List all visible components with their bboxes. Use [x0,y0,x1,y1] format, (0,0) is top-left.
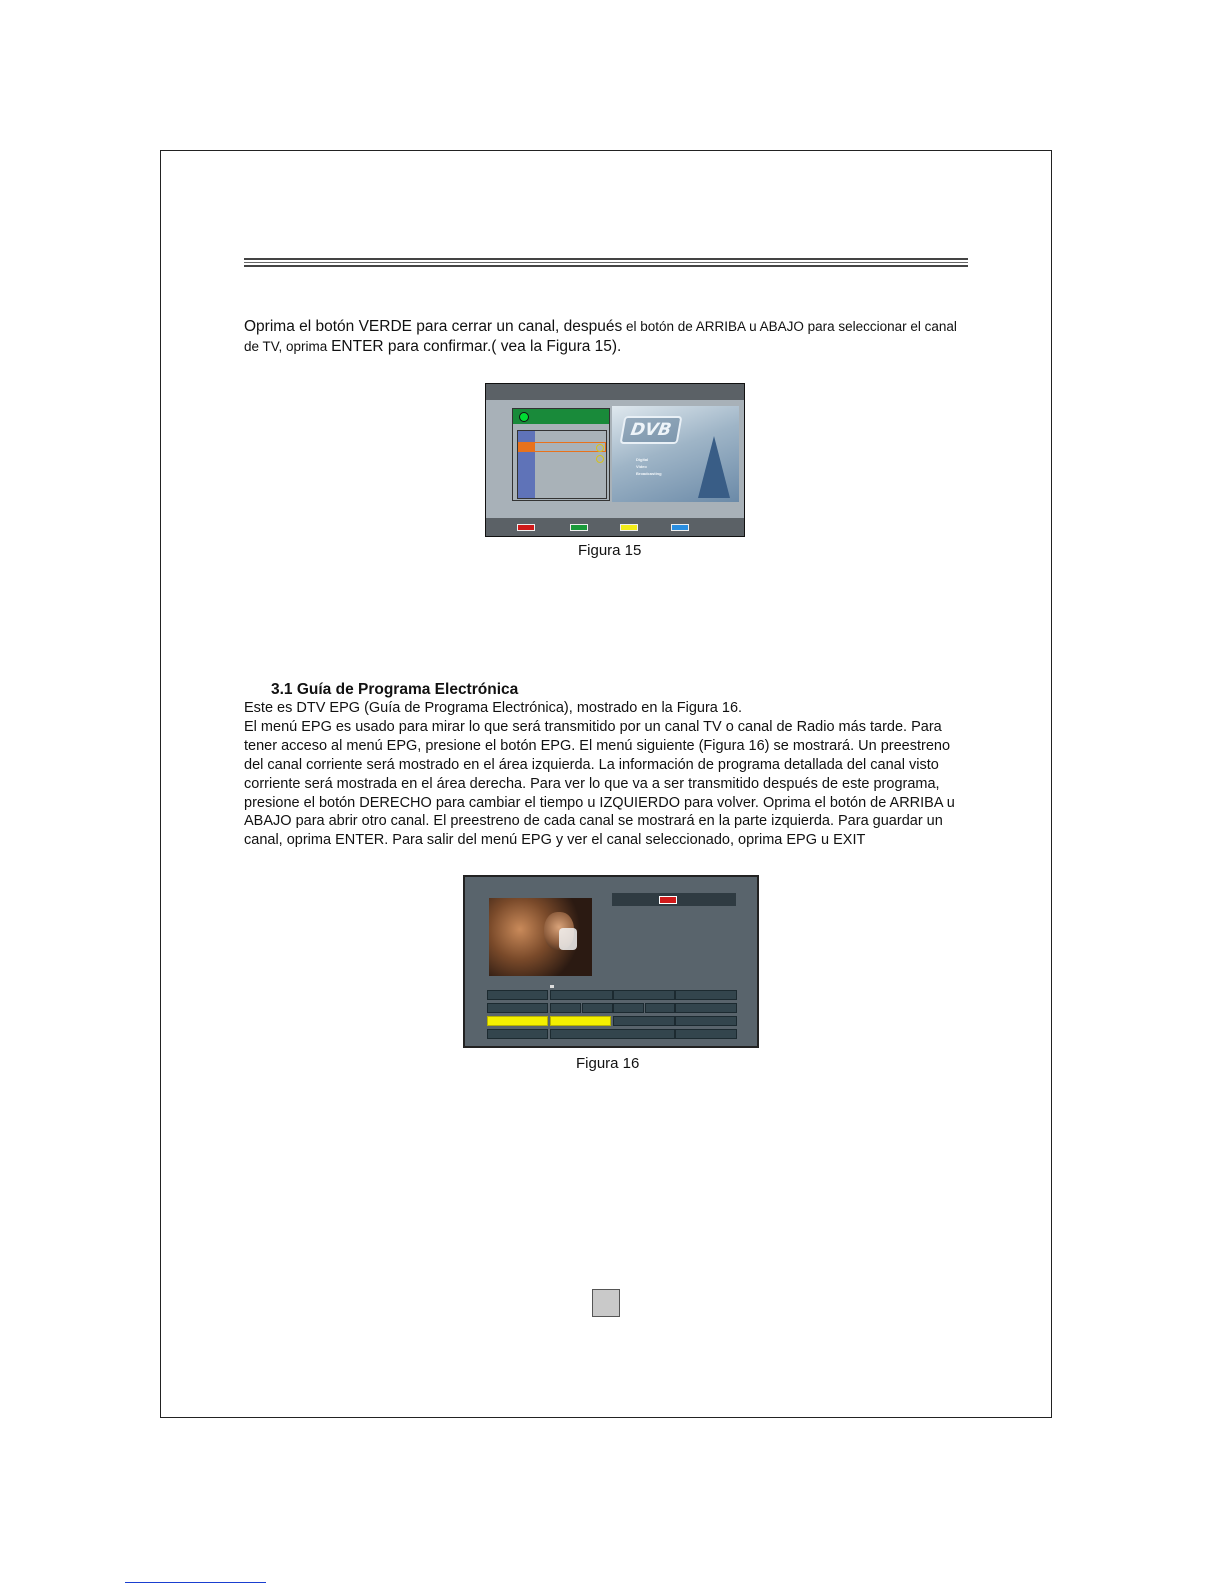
channel-preview-image [489,898,592,976]
epg-cell [487,1003,548,1013]
epg-cell [613,1003,644,1013]
time-marker-icon [550,985,554,988]
epg-cell-selected [550,1016,611,1026]
epg-cell-selected [487,1016,548,1026]
section-body [244,699,970,850]
selected-channel-row [518,442,606,452]
red-button-icon [517,524,535,531]
blue-button-icon [671,524,689,531]
epg-cell [645,1003,675,1013]
red-button-icon [659,896,677,904]
figure-15-screenshot [485,383,745,537]
section-line: El menú EPG es usado para mirar lo que será transmitido por un canal TV o canal de Radio más tarde. Para [244,718,942,735]
epg-cell [613,1016,675,1026]
dvb-menu-item: Video [636,464,647,469]
panel-header [513,409,609,424]
program-info-bar [612,893,736,906]
epg-cell [550,1003,581,1013]
section-title: 3.1 Guía de Programa Electrónica [271,681,519,698]
channel-list [517,430,607,499]
epg-cell [550,990,613,1000]
epg-cell [675,990,737,1000]
epg-cell [487,990,548,1000]
intro-paragraph [244,317,970,357]
channel-lock-panel [512,408,610,501]
osd-top-bar [486,384,744,400]
preview-headset [559,928,577,950]
section-line: del canal corriente será mostrado en el área izquierda. La información de programa detallada del canal visto [244,756,939,773]
epg-cell [675,1029,737,1039]
dvb-banner-image [612,406,739,502]
lock-icon [596,444,604,452]
dvb-logo: DVB [620,416,683,444]
antenna-tower-icon [698,436,730,498]
figure-16-caption: Figura 16 [576,1055,640,1072]
intro-part-2: el botón de ARRIBA u ABAJO para seleccionar el canal de TV, oprima [244,319,957,354]
section-line: presione el botón DERECHO para cambiar el tiempo u IZQUIERDO para volver. Oprima el botón de ARRIBA u [244,794,955,811]
epg-cell [675,1003,737,1013]
header-rule [244,258,968,267]
section-line: corriente será mostrada en el área derecha. Para ver lo que va a ser transmitido después de este programa, [244,775,940,792]
epg-cell [487,1029,548,1039]
section-line: ABAJO para abrir otro canal. El preestreno de cada canal se mostrará en la parte izquierda. Para guardar un [244,813,943,830]
epg-cell [675,1016,737,1026]
green-button-icon [570,524,588,531]
osd-bottom-bar [486,518,744,536]
section-line: Este es DTV EPG (Guía de Programa Electrónica), mostrado en la Figura 16. [244,700,743,716]
lock-icon [596,455,604,463]
section-line: tener acceso al menú EPG, presione el botón EPG. El menú siguiente (Figura 16) se mostrará. Un preestreno [244,737,951,754]
dvb-menu-item: Broadcasting [636,471,662,476]
section-line: canal, oprima ENTER. Para salir del menú EPG y ver el canal seleccionado, oprima EPG u EXIT [244,832,866,849]
yellow-button-icon [620,524,638,531]
dvb-menu-item: Digital [636,457,649,462]
intro-part-1: Oprima el botón VERDE para cerrar un canal, después [244,318,623,335]
epg-cell [613,990,675,1000]
intro-part-3: ENTER para confirmar.( vea la Figura 15). [331,338,622,355]
footer-line [125,1582,266,1583]
figure-16-epg-screenshot [463,875,759,1048]
figure-15-caption: Figura 15 [578,542,642,559]
epg-cell [550,1029,675,1039]
lock-menu-icon [519,412,529,422]
page-number-box [592,1289,620,1317]
epg-cell [582,1003,613,1013]
